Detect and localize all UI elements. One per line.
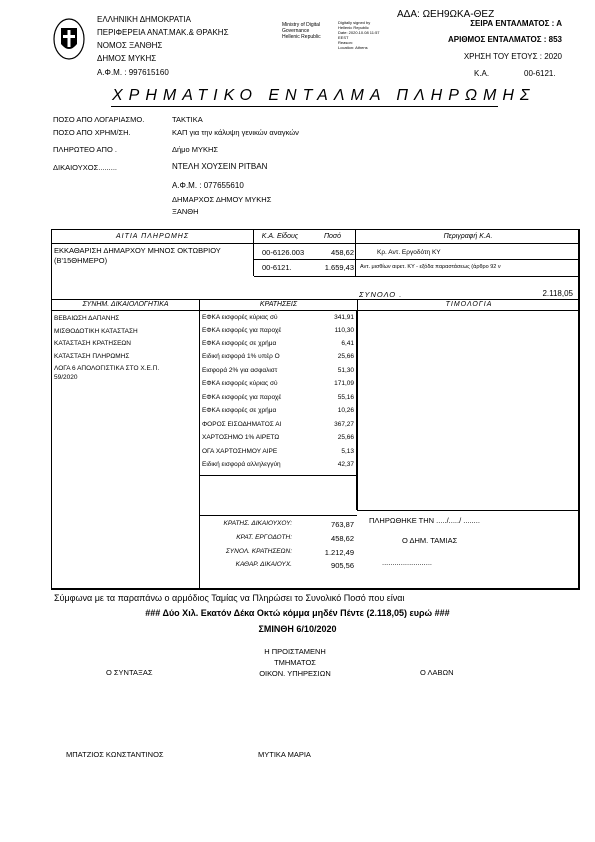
kratisi-value: 171,09 xyxy=(334,380,354,387)
signatory-name-1: ΜΠΑΤΖΙΟΣ ΚΩΝΣΤΑΝΤΙΝΟΣ xyxy=(66,750,164,759)
kratisi-label: ΕΦΚΑ εισφορές για παροχέ xyxy=(202,327,282,334)
syntaxas-label: Ο ΣΥΝΤΑΞΑΣ xyxy=(106,668,153,677)
info-label: ΠΟΣΟ ΑΠΟ ΧΡΗΜ/ΣΗ. xyxy=(53,128,131,137)
kratisi-value: 42,37 xyxy=(337,461,354,468)
total-value: 763,87 xyxy=(331,520,354,529)
kratisi-value: 341,91 xyxy=(334,314,354,321)
dikaiologitiko-item: ΛΟΓΑ 6 ΑΠΟΛΟΓΙΣΤΙΚΑ ΣΤΟ Χ.Ε.Π. xyxy=(54,365,160,372)
dikaiologitiko-item: 59/2020 xyxy=(54,373,78,381)
total-value: 458,62 xyxy=(331,534,354,543)
kratisi-label: ΦΟΡΟΣ ΕΙΣΟΔΗΜΑΤΟΣ ΑΙ xyxy=(202,421,282,428)
ministry-line: Ministry of Digital xyxy=(282,22,321,28)
proistameni-block xyxy=(230,646,360,679)
perigrafi-header: Περιγραφή Κ.Α. xyxy=(443,233,493,240)
aitia-line: (Β'15ΘΗΜΕΡΟ) xyxy=(54,256,108,265)
kratisi-value: 25,66 xyxy=(337,434,354,441)
plirothike-line: ΠΛΗΡΩΘΗΚΕ ΤΗΝ ...../...../ ........ xyxy=(369,516,480,525)
info-label: ΠΟΣΟ ΑΠΟ ΛΟΓΑΡΙΑΣΜΟ. xyxy=(53,115,145,124)
dots-line: ........................ xyxy=(382,558,433,567)
footer-statement: Σύμφωνα με τα παραπάνω ο αρμόδιος Ταμίας να Πληρώσει το Συνολικό Ποσό που είναι xyxy=(54,593,405,603)
kratisi-label: ΕΦΚΑ εισφορές σε χρήμα xyxy=(202,340,277,347)
page-title: ΧΡΗΜΑΤΙΚΟ ΕΝΤΑΛΜΑ ΠΛΗΡΩΜΗΣ xyxy=(112,87,536,104)
ka-eidos-header: Κ.Α. Είδους xyxy=(261,233,299,240)
beneficiary-city: ΞΑΝΘΗ xyxy=(172,207,199,216)
total-label: ΣΥΝΟΛ. ΚΡΑΤΗΣΕΩΝ: xyxy=(225,548,292,555)
ka-value: 00-6121. xyxy=(524,69,556,78)
ka-amount: 1.659,43 xyxy=(324,263,354,272)
total-value: 1.212,49 xyxy=(324,548,354,557)
signature-line: EEST xyxy=(338,35,349,40)
kratisi-value: 367,27 xyxy=(334,421,354,428)
signature-line: Digitally signed by xyxy=(338,20,371,25)
beneficiary-name: ΝΤΕΛΗ ΧΟΥΣΕΙΝ ΡΙΤΒΑΝ xyxy=(172,162,268,171)
seira-entalmatos: ΣΕΙΡΑ ΕΝΤΑΛΜΑΤΟΣ : Α xyxy=(470,19,562,28)
ada-code: ΑΔΑ: ΩΕΗ9ΩΚΑ-ΘΕΖ xyxy=(397,9,495,20)
kratisi-value: 10,26 xyxy=(337,407,354,414)
tamias-label: Ο ΔΗΜ. ΤΑΜΙΑΣ xyxy=(402,536,458,545)
ka-code: 00-6121. xyxy=(262,263,292,272)
info-value: ΚΑΠ για την κάλυψη γενικών αναγκών xyxy=(172,128,299,137)
dikaiologitiko-item: ΒΕΒΑΙΩΣΗ ΔΑΠΑΝΗΣ xyxy=(54,315,120,322)
total-label: ΚΡΑΤΗΣ. ΔΙΚΑΙΟΥΧΟΥ: xyxy=(223,520,292,527)
kratisi-value: 55,16 xyxy=(337,394,354,401)
beneficiary-title: ΔΗΜΑΡΧΟΣ ΔΗΜΟΥ ΜΥΚΗΣ xyxy=(172,195,272,204)
kratisi-value: 51,30 xyxy=(337,367,354,374)
kratisi-label: ΕΦΚΑ εισφορές κύριας σύ xyxy=(202,314,278,321)
aitia-text xyxy=(54,246,221,266)
ministry-line: Governance xyxy=(282,28,310,34)
aitia-line: ΕΚΚΑΘΑΡΙΣΗ ΔΗΜΑΡΧΟΥ ΜΗΝΟΣ ΟΚΤΩΒΡΙΟΥ xyxy=(54,246,221,255)
header-line: ΕΛΛΗΝΙΚΗ ΔΗΜΟΚΡΑΤΙΑ xyxy=(97,15,191,24)
signature-line: Location: Athens xyxy=(338,45,368,50)
synim-header: ΣΥΝΗΜ. ΔΙΚΑΙΟΛΟΓΗΤΙΚΑ xyxy=(82,301,169,308)
synolo-label: ΣΥΝΟΛΟ . xyxy=(359,290,403,299)
dikaiologitiko-item: ΜΙΣΘΟΔΟΤΙΚΗ ΚΑΤΑΣΤΑΣΗ xyxy=(54,327,138,335)
kratisi-label: ΕΦΚΑ εισφορές για παροχέ xyxy=(202,394,282,401)
dikaiologitiko-item: ΚΑΤΑΣΤΑΣΗ ΠΛΗΡΩΜΗΣ xyxy=(54,352,130,360)
kratisi-value: 110,30 xyxy=(334,327,354,334)
lavon-label: Ο ΛΑΒΩΝ xyxy=(420,668,454,677)
header-line: ΠΕΡΙΦΕΡΕΙΑ ΑΝΑΤ.ΜΑΚ.& ΘΡΑΚΗΣ xyxy=(97,28,229,37)
ka-label: Κ.Α. xyxy=(474,69,490,78)
header-line: Α.Φ.Μ. : 997615160 xyxy=(97,68,169,77)
coat-of-arms-icon xyxy=(53,18,85,60)
place-date: ΣΜΙΝΘΗ 6/10/2020 xyxy=(258,624,337,634)
info-value: ΤΑΚΤΙΚΑ xyxy=(172,115,203,124)
arithmos-entalmatos: ΑΡΙΘΜΟΣ ΕΝΤΑΛΜΑΤΟΣ : 853 xyxy=(448,35,562,44)
total-value: 905,56 xyxy=(331,561,354,570)
proist-line: Η ΠΡΟΙΣΤΑΜΕΝΗ xyxy=(264,647,326,656)
kratisi-label: ΕΦΚΑ εισφορές κύριας σύ xyxy=(202,380,278,387)
proist-line: ΟΙΚΟΝ. ΥΠΗΡΕΣΙΩΝ xyxy=(259,669,331,678)
kratisi-label: ΕΦΚΑ εισφορές σε χρήμα xyxy=(202,407,277,414)
poso-header: Ποσό xyxy=(323,233,342,240)
proist-line: ΤΜΗΜΑΤΟΣ xyxy=(274,658,316,667)
kratisi-value: 25,66 xyxy=(337,353,354,360)
signature-line: Date: 2020.10.08 11:57 xyxy=(338,30,380,35)
ministry-line: Hellenic Republic xyxy=(282,34,321,40)
signatory-name-2: ΜΥΤΙΚΑ ΜΑΡΙΑ xyxy=(258,750,311,759)
dikaiologitika-list xyxy=(54,313,159,384)
info-label: ΠΛΗΡΩΤΕΟ ΑΠΟ . xyxy=(53,145,117,154)
kratisi-value: 6,41 xyxy=(341,340,354,347)
kratisi-value: 5,13 xyxy=(341,448,354,455)
ka-desc: Αντ. μισθίων αιρετ. ΚΥ - εξόδα παραστάσεως (άρθρο 92 ν xyxy=(360,264,501,270)
amount-in-words: ### Δύο Χιλ. Εκατόν Δέκα Οκτώ κόμμα μηδέν Πέντε (2.118,05) ευρώ ### xyxy=(145,608,450,618)
timologia-header: ΤΙΜΟΛΟΓΙΑ xyxy=(445,301,493,308)
beneficiary-afm: Α.Φ.Μ. : 077655610 xyxy=(172,181,244,190)
kratisi-label: ΧΑΡΤΟΣΗΜΟ 1% ΑΙΡΕΤΩ xyxy=(202,434,280,441)
dikaiologitiko-item: ΚΑΤΑΣΤΑΣΗ ΚΡΑΤΗΣΕΩΝ xyxy=(54,340,131,347)
info-value: Δήμο ΜΥΚΗΣ xyxy=(172,145,219,154)
kratisi-label: Ειδική εισφορά 1% υπέρ Ο xyxy=(202,353,280,360)
ka-amount: 458,62 xyxy=(331,248,354,257)
signature-line: Reason: xyxy=(338,40,353,45)
ka-code: 00-6126.003 xyxy=(262,248,305,257)
kratisi-label: ΟΓΑ ΧΑΡΤΟΣΗΜΟΥ ΑΙΡΕ xyxy=(202,448,278,455)
kratisi-label: Εισφορά 2% για ασφαλιστ xyxy=(202,367,278,374)
kratiseis-header: ΚΡΑΤΗΣΕΙΣ xyxy=(259,301,298,308)
aitia-header: ΑΙΤΙΑ ΠΛΗΡΩΜΗΣ xyxy=(115,233,190,240)
xrisi-etous: ΧΡΗΣΗ ΤΟΥ ΕΤΟΥΣ : 2020 xyxy=(463,52,562,61)
synolo-value: 2.118,05 xyxy=(542,289,573,298)
signature-line: Hellenic Republic xyxy=(338,25,369,30)
ka-desc: Κρ. Αντ. Εργοδότη ΚΥ xyxy=(377,249,441,256)
info-label: ΔΙΚΑΙΟΥΧΟΣ......... xyxy=(53,163,118,172)
kratisi-label: Ειδική εισφορά αλληλεγγύη xyxy=(202,461,281,468)
total-label: ΚΡΑΤ. ΕΡΓΟΔΟΤΗ: xyxy=(236,534,292,541)
header-line: ΔΗΜΟΣ ΜΥΚΗΣ xyxy=(97,54,157,63)
header-line: ΝΟΜΟΣ ΞΑΝΘΗΣ xyxy=(97,41,163,50)
total-label: ΚΑΘΑΡ. ΔΙΚΑΙΟΥΧ. xyxy=(235,561,292,568)
